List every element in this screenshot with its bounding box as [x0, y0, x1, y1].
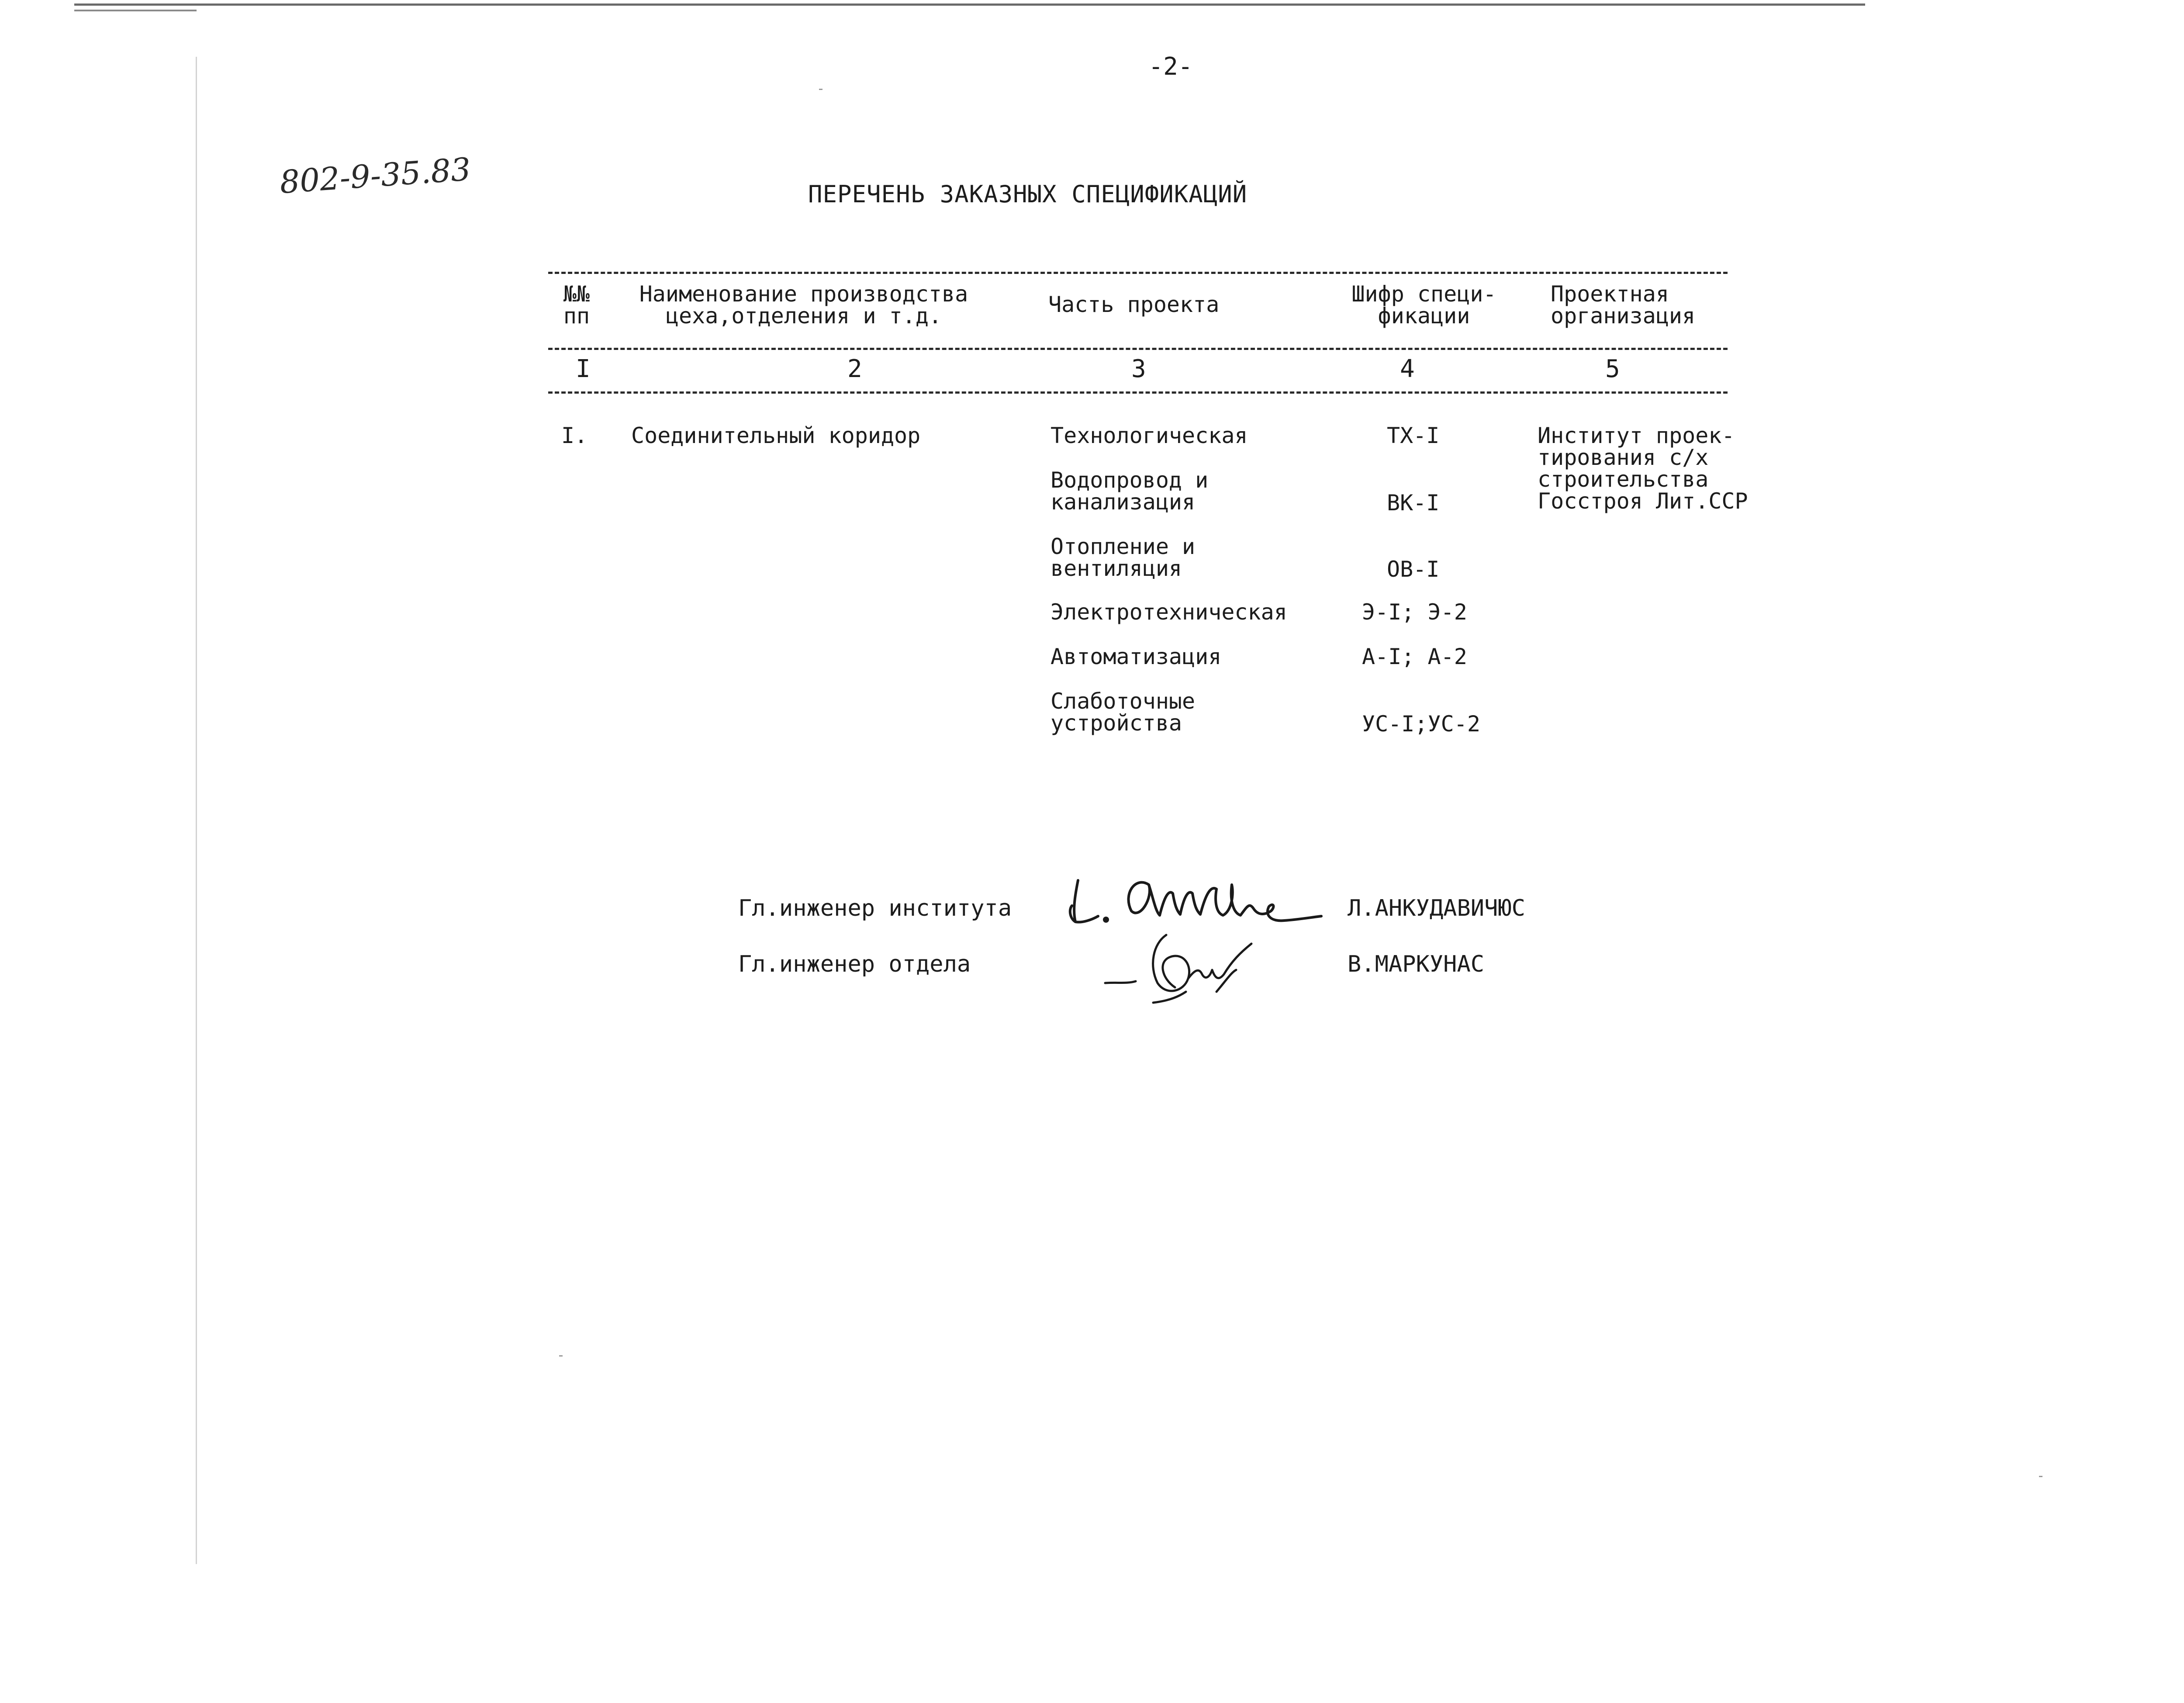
frame-top-line-short: [74, 10, 197, 11]
code-us: УС-I;УС-2: [1362, 711, 1480, 737]
part-automation: Автоматизация: [1051, 644, 1222, 669]
header-org: Проектная организация: [1551, 281, 1696, 329]
part-water: Водопровод и канализация: [1051, 467, 1209, 515]
table-rule-header: [548, 348, 1728, 350]
frame-top-line: [74, 3, 1865, 6]
signature-role-department: Гл.инженер отдела: [738, 951, 971, 977]
code-e: Э-I; Э-2: [1362, 599, 1467, 625]
row-number: I.: [561, 423, 588, 448]
header-num: №№ пп: [563, 281, 590, 329]
signature-name-department: В.МАРКУНАС: [1348, 951, 1485, 977]
column-index-5: 5: [1605, 355, 1620, 383]
code-a: А-I; А-2: [1362, 644, 1467, 669]
part-technological: Технологическая: [1051, 423, 1248, 448]
page-number: -2-: [1148, 52, 1193, 81]
part-lowcurrent: Слаботочные устройства: [1051, 689, 1196, 736]
column-index-2: 2: [847, 355, 862, 383]
signature-role-institute: Гл.инженер института: [738, 895, 1012, 921]
header-part: Часть проекта: [1048, 292, 1220, 317]
column-index-4: 4: [1400, 355, 1415, 383]
document-code: 802-9-35.83: [278, 150, 472, 201]
column-index-1: I: [576, 355, 591, 383]
part-heating: Отопление и вентиляция: [1051, 534, 1196, 581]
scan-speck: [559, 1355, 563, 1357]
code-tx: ТХ-I: [1387, 423, 1440, 448]
handwritten-signature-1: [1066, 867, 1328, 933]
header-name: Наименование производства цеха,отделения и т.д.: [639, 281, 968, 329]
row-organization: Институт проек- тирования с/х строительства Госстроя Лит.ССР: [1538, 423, 1748, 514]
row-name: Соединительный коридор: [631, 423, 921, 448]
frame-left-line: [196, 57, 197, 1564]
header-code: Шифр специ- фикации: [1351, 281, 1496, 329]
handwritten-signature-2: [1101, 926, 1284, 1009]
code-vk: ВК-I: [1387, 490, 1440, 516]
scan-speck: [2039, 1476, 2042, 1477]
table-rule-index: [548, 391, 1728, 394]
signature-name-institute: Л.АНКУДАВИЧЮС: [1348, 895, 1525, 921]
code-ov: ОВ-I: [1387, 557, 1440, 582]
document-title: ПЕРЕЧЕНЬ ЗАКАЗНЫХ СПЕЦИФИКАЦИЙ: [808, 180, 1248, 208]
table-rule-top: [548, 272, 1728, 274]
column-index-3: 3: [1131, 355, 1146, 383]
part-electrical: Электротехническая: [1051, 599, 1287, 625]
scan-speck: [819, 89, 822, 90]
